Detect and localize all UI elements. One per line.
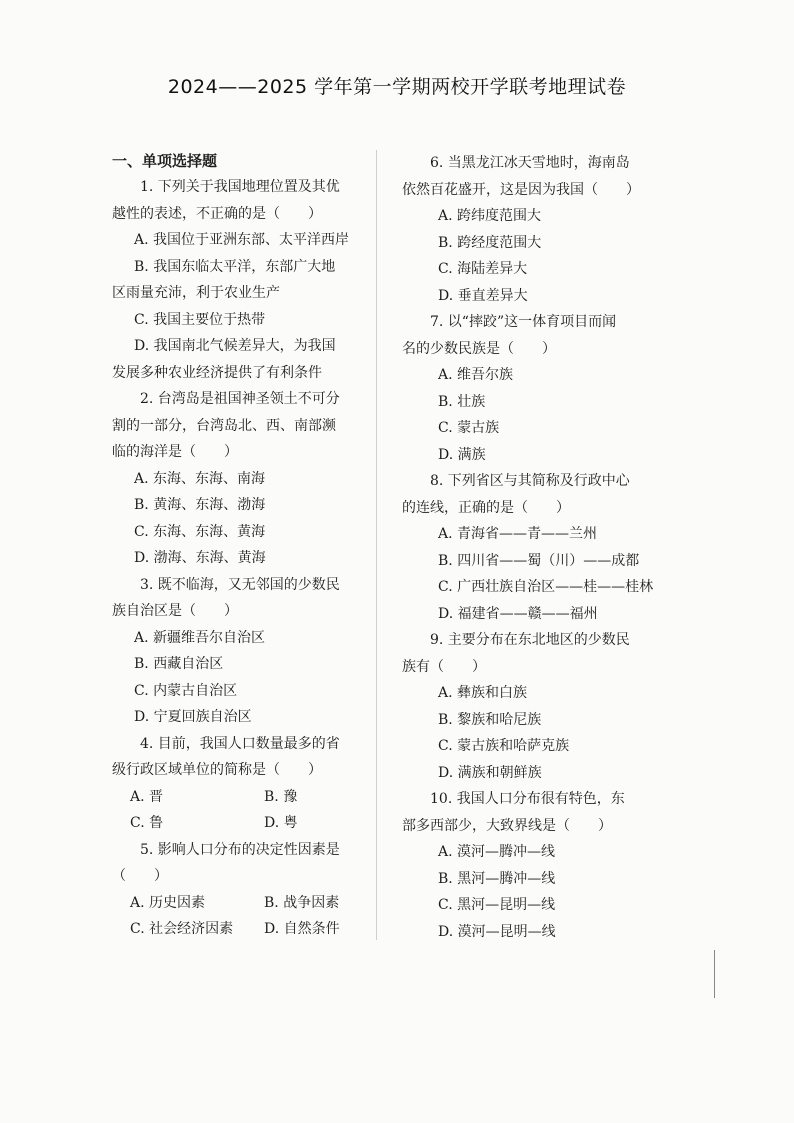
option-d: D. 垂直差异大 [438,287,528,304]
question-stem-line: 10. 我国人口分布很有特色，东 [430,791,625,807]
question-stem-line: 6. 当黑龙江冰天雪地时，海南岛 [430,155,630,171]
option-item: B. 豫 [264,788,298,805]
question-8 [402,468,674,627]
question-stem-line: 名的少数民族是（ ） [402,340,556,357]
right-column [402,150,674,945]
option-c: C. 广西壮族自治区——桂——桂林 [438,579,654,595]
option-a: A. 青海省——青——兰州 [438,526,598,542]
option-b: B. 跨经度范围大 [438,234,542,251]
question-stem-line: 级行政区域单位的简称是（ ） [112,762,322,778]
question-4 [112,731,374,837]
option-a: A. 我国位于亚洲东部、太平洋西岸 [134,232,350,248]
option-d: D. 满族和朝鲜族 [438,764,542,781]
option-row [112,784,374,811]
question-stem-line: 临的海洋是（ ） [112,444,238,460]
question-stem-line: 3. 既不临海，又无邻国的少数民 [140,576,340,593]
option-c: C. 我国主要位于热带 [134,311,266,328]
option-d: D. 漠河—昆明—线 [438,923,556,940]
option-d: D. 宁夏回族自治区 [134,709,252,725]
option-item: C. 鲁 [130,815,164,831]
option-c: C. 海陆差异大 [438,261,528,277]
question-2 [112,386,374,572]
option-row [112,810,374,837]
option-a: A. 东海、东海、南海 [134,470,266,487]
question-stem-line: 割的一部分，台湾岛北、西、南部濒 [112,417,336,434]
option-c: C. 东海、东海、黄海 [134,523,266,540]
option-item: B. 战争因素 [264,894,340,911]
question-stem-line: （ ） [112,868,168,884]
section-title: 一、单项选择题 [112,152,218,170]
option-a: A. 新疆维吾尔自治区 [134,629,266,646]
option-d: 发展多种农业经济提供了有利条件 [112,364,322,381]
question-stem-line: 1. 下列关于我国地理位置及其优 [140,179,340,195]
question-stem-line: 2. 台湾岛是祖国神圣领土不可分 [140,391,340,407]
option-c: C. 内蒙古自治区 [134,682,238,699]
question-stem-line: 族自治区是（ ） [112,603,238,619]
option-b: B. 四川省——蜀（川）——成都 [438,552,640,569]
option-a: A. 维吾尔族 [438,367,514,383]
option-b: 区雨量充沛，利于农业生产 [112,285,280,301]
question-stem-line: 9. 主要分布在东北地区的少数民 [430,632,630,648]
column-divider [376,150,377,940]
option-b: B. 黎族和哈尼族 [438,711,542,728]
question-9 [402,627,674,786]
option-item: D. 自然条件 [264,921,340,937]
question-stem-line: 8. 下列省区与其简称及行政中心 [430,473,630,489]
question-stem-line: 4. 目前，我国人口数量最多的省 [140,735,340,752]
left-column [112,150,374,943]
option-c: C. 蒙古族和哈萨克族 [438,738,570,754]
option-b: B. 黄海、东海、渤海 [134,497,266,513]
option-d: D. 我国南北气候差异大，为我国 [134,338,336,354]
question-3 [112,572,374,731]
question-1 [112,174,374,386]
question-stem-line: 部多西部少，大致界线是（ ） [402,817,612,834]
question-stem-line: 的连线，正确的是（ ） [402,499,570,516]
question-stem-line: 族有（ ） [402,658,486,675]
option-a: A. 漠河—腾冲—线 [438,844,556,860]
option-item: A. 历史因素 [130,894,206,911]
question-stem-line: 依然百花盛开，这是因为我国（ ） [402,181,640,198]
scan-edge-mark [714,950,715,998]
option-item: A. 晋 [130,788,164,805]
question-stem-line: 5. 影响人口分布的决定性因素是 [140,841,340,858]
option-d: D. 福建省——赣——福州 [438,605,598,622]
option-item: C. 社会经济因素 [130,921,234,937]
option-row [112,916,374,943]
option-c: C. 蒙古族 [438,420,500,436]
question-7 [402,309,674,468]
option-b: B. 西藏自治区 [134,656,224,672]
question-10 [402,786,674,945]
option-row [112,890,374,917]
question-stem-line: 7. 以“摔跤”这一体育项目而闻 [430,314,617,330]
option-b: B. 黑河—腾冲—线 [438,870,556,887]
option-b: B. 我国东临太平洋，东部广大地 [134,258,336,275]
option-d: D. 渤海、东海、黄海 [134,550,266,566]
option-a: A. 彝族和白族 [438,685,528,701]
exam-title: 2024——2025 学年第一学期两校开学联考地理试卷 [167,76,627,98]
question-5 [112,837,374,943]
option-a: A. 跨纬度范围大 [438,208,542,224]
question-stem-line: 越性的表述，不正确的是（ ） [112,205,322,222]
option-d: D. 满族 [438,446,486,463]
question-6 [402,150,674,309]
option-item: D. 粤 [264,815,298,831]
option-b: B. 壮族 [438,393,486,410]
option-c: C. 黑河—昆明—线 [438,897,556,913]
